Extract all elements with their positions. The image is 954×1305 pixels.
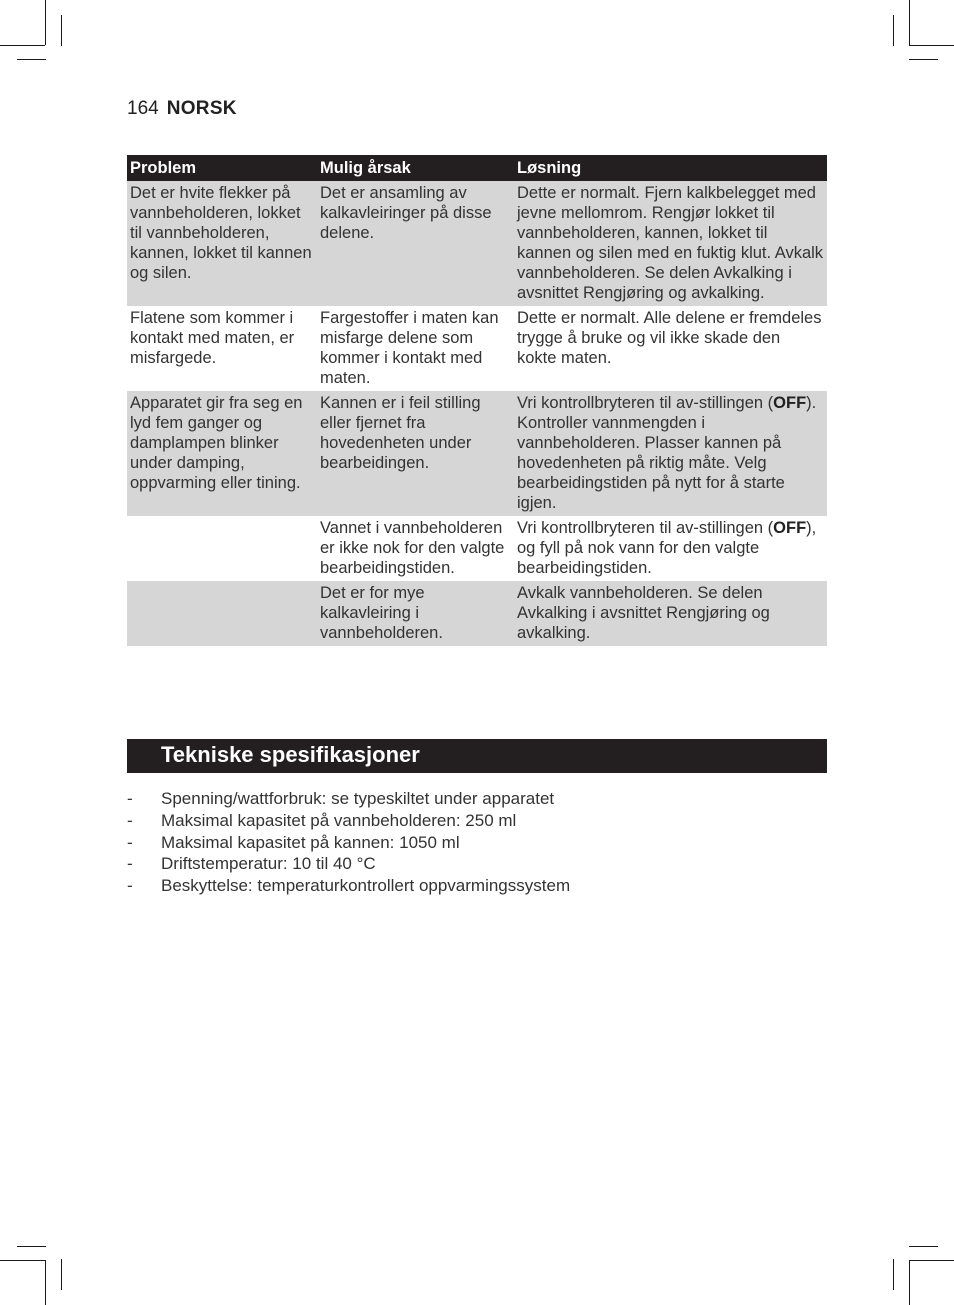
table-row bbox=[127, 181, 827, 306]
column-header: Mulig årsak bbox=[317, 155, 514, 181]
crop-mark bbox=[17, 59, 46, 60]
problem-cell: Flatene som kommer i kontakt med maten, er misfargede. bbox=[127, 306, 317, 391]
crop-mark bbox=[909, 59, 938, 60]
solution-text: ). Kontroller vannmengden i vannbeholderen. Plasser kannen på hovedenheten på riktig måte. Velg bearbeidingstiden på nytt for å starte igjen. bbox=[517, 394, 817, 512]
spec-text: Spenning/wattforbruk: se typeskiltet under apparatet bbox=[161, 789, 555, 808]
spec-text: Driftstemperatur: 10 til 40 °C bbox=[161, 854, 376, 874]
troubleshooting-table bbox=[127, 155, 827, 646]
page-number: 164 bbox=[127, 98, 159, 119]
solution-cell bbox=[514, 391, 827, 516]
cause-cell: Det er for mye kalkavleiring i vannbeholderen. bbox=[317, 581, 514, 646]
crop-mark bbox=[61, 1259, 62, 1290]
page-header bbox=[127, 98, 237, 120]
cause-cell: Kannen er i feil stilling eller fjernet fra hovedenheten under bearbeidingen. bbox=[317, 391, 514, 516]
bullet-dash: - bbox=[127, 789, 133, 808]
problem-cell: Det er hvite flekker på vannbeholderen, lokket til vannbeholderen, kannen, lokket til kannen og silen. bbox=[127, 181, 317, 306]
spec-text: Beskyttelse: temperaturkontrollert oppvarmingssystem bbox=[161, 876, 571, 896]
solution-text: Vri kontrollbryteren til av-stillingen ( bbox=[517, 394, 774, 412]
off-label: OFF bbox=[773, 394, 807, 412]
problem-cell: Apparatet gir fra seg en lyd fem ganger og damplampen blinker under damping, oppvarming eller tining. bbox=[127, 391, 317, 516]
bullet-dash: - bbox=[127, 876, 133, 896]
crop-mark bbox=[909, 0, 910, 45]
spec-list bbox=[127, 788, 570, 897]
section-title-bar bbox=[127, 739, 827, 773]
table-row bbox=[127, 306, 827, 391]
problem-cell bbox=[127, 581, 317, 646]
column-header: Løsning bbox=[514, 155, 827, 181]
spec-text: Maksimal kapasitet på kannen: 1050 ml bbox=[161, 832, 460, 852]
column-header: Problem bbox=[127, 155, 317, 181]
crop-mark bbox=[909, 45, 954, 46]
table-row bbox=[127, 581, 827, 646]
crop-mark bbox=[45, 0, 46, 45]
crop-mark bbox=[893, 1259, 894, 1290]
solution-cell bbox=[514, 516, 827, 581]
table-header-row bbox=[127, 155, 827, 181]
section-title: Tekniske spesifikasjoner bbox=[161, 742, 420, 767]
solution-text: Vri kontrollbryteren til av-stillingen ( bbox=[517, 519, 774, 537]
list-item bbox=[127, 788, 570, 810]
crop-mark bbox=[61, 15, 62, 46]
list-item bbox=[127, 810, 570, 832]
table-row bbox=[127, 391, 827, 516]
bullet-dash: - bbox=[127, 854, 133, 874]
solution-cell: Dette er normalt. Alle delene er fremdeles trygge å bruke og vil ikke skade den kokte maten. bbox=[514, 306, 827, 391]
bullet-dash: - bbox=[127, 810, 133, 830]
crop-mark bbox=[909, 1246, 938, 1247]
crop-mark bbox=[909, 1260, 910, 1305]
list-item bbox=[127, 875, 570, 897]
crop-mark bbox=[909, 1260, 954, 1261]
cause-cell: Det er ansamling av kalkavleiringer på disse delene. bbox=[317, 181, 514, 306]
crop-mark bbox=[17, 1246, 46, 1247]
problem-cell bbox=[127, 516, 317, 581]
off-label: OFF bbox=[773, 519, 807, 537]
list-item bbox=[127, 853, 570, 875]
crop-mark bbox=[45, 1260, 46, 1305]
crop-mark bbox=[0, 45, 45, 46]
cause-cell: Fargestoffer i maten kan misfarge delene som kommer i kontakt med maten. bbox=[317, 306, 514, 391]
solution-cell: Avkalk vannbeholderen. Se delen Avkalking i avsnittet Rengjøring og avkalking. bbox=[514, 581, 827, 646]
solution-text: ), og fyll på nok vann for den valgte bearbeidingstiden. bbox=[517, 519, 817, 577]
cause-cell: Vannet i vannbeholderen er ikke nok for den valgte bearbeidingstiden. bbox=[317, 516, 514, 581]
spec-text: Maksimal kapasitet på vannbeholderen: 250 ml bbox=[161, 810, 517, 830]
bullet-dash: - bbox=[127, 832, 133, 852]
solution-cell: Dette er normalt. Fjern kalkbelegget med jevne mellomrom. Rengjør lokket til vannbeholderen, kannen, lokket til kannen og silen med en fuktig klut. Avkalk vannbeholderen. Se delen Avkalking i avsnittet Rengjøring og avkalking. bbox=[514, 181, 827, 306]
list-item bbox=[127, 832, 570, 854]
crop-mark bbox=[0, 1260, 45, 1261]
crop-mark bbox=[893, 15, 894, 46]
table-row bbox=[127, 516, 827, 581]
section-language: NORSK bbox=[166, 98, 237, 119]
